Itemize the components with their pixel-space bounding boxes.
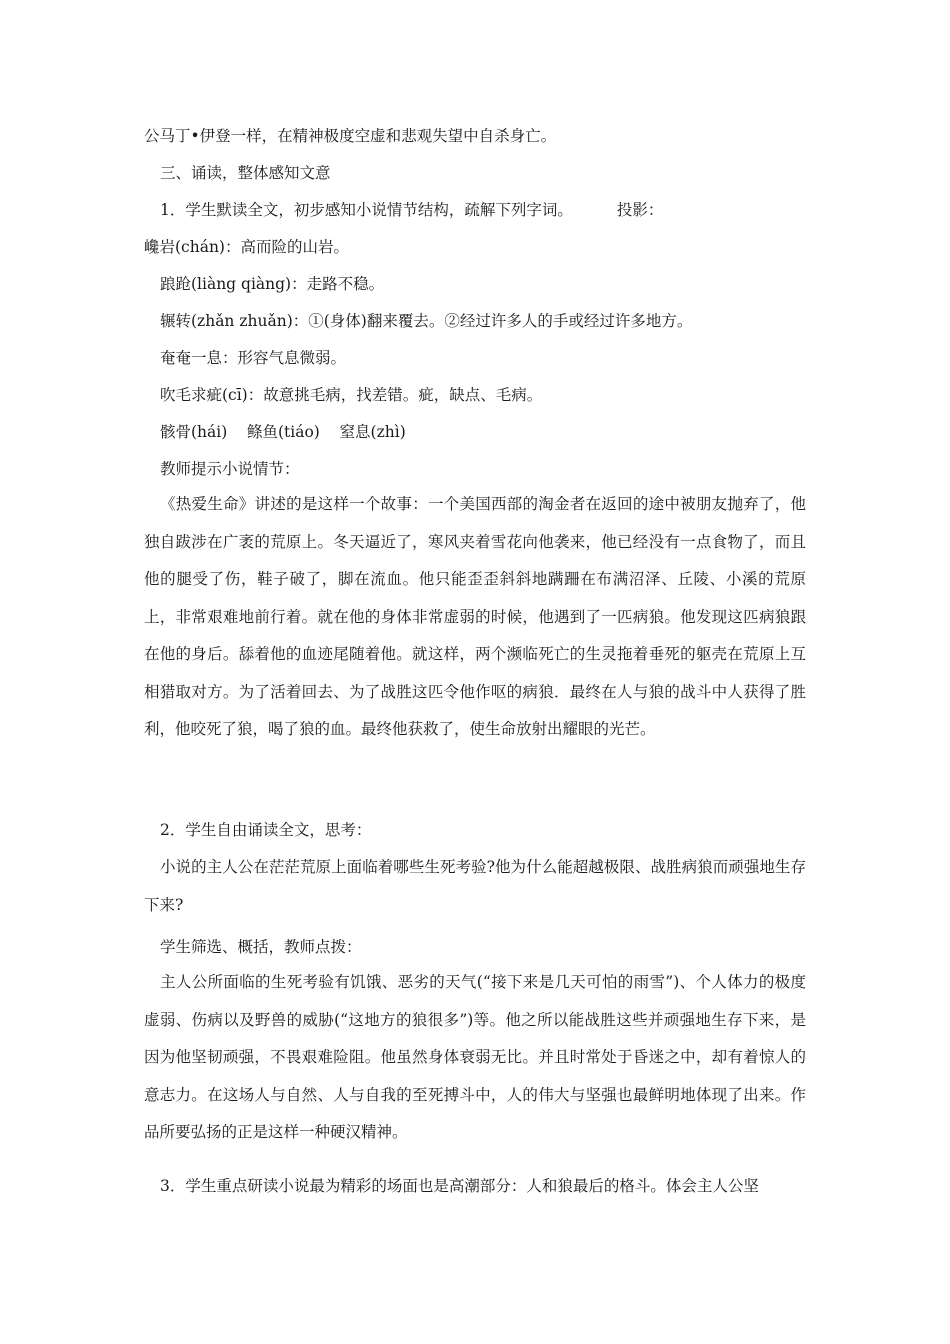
step-heading: 3．学生重点研读小说最为精彩的场面也是高潮部分：人和狼最后的格斗。体会主人公坚 [160, 1177, 759, 1195]
text-line: 公马丁•伊登一样，在精神极度空虚和悲观失望中自杀身亡。 [144, 127, 557, 145]
vocab-item: 踉跄(liàng qiàng)：走路不稳。 [160, 275, 385, 293]
text-line [160, 200, 663, 220]
vocab-item: 辗转(zhǎn zhuǎn)：①(身体)翻来覆去。②经过许多人的手或经过许多地方。 [160, 312, 693, 330]
projection-label: 投影： [616, 201, 664, 219]
step-text: 1．学生默读全文，初步感知小说情节结构，疏解下列字词。 [160, 201, 573, 219]
vocab-item: 吹毛求疵(cī)：故意挑毛病，找差错。疵，缺点、毛病。 [160, 386, 543, 404]
story-paragraph: 《热爱生命》讲述的是这样一个故事：一个美国西部的淘金者在返回的途中被朋友抛弃了，他独自跋涉在广袤的荒原上。冬天逼近了，寒风夹着雪花向他袭来，他已经没有一点食物了，而且他的腿受了伤，鞋子破了，脚在流血。他只能歪歪斜斜地蹒跚在布满沼泽、丘陵、小溪的荒原上，非常艰难地前行着。就在他的身体非常虚弱的时候，他遇到了一匹病狼。他发现这匹病狼跟在他的身后。舔着他的血迹尾随着他。就这样，两个濒临死亡的生灵拖着垂死的躯壳在荒原上互相猎取对方。为了活着回去、为了战胜这匹令他作呕的病狼．最终在人与狼的战斗中人获得了胜利，他咬死了狼，喝了狼的血。最终他获救了，使生命放射出耀眼的光芒。 [144, 495, 806, 738]
step-heading: 2．学生自由诵读全文，思考： [160, 821, 372, 839]
text-line: 学生筛选、概括，教师点拨： [160, 938, 362, 956]
question-paragraph: 小说的主人公在茫茫荒原上面临着哪些生死考验?他为什么能超越极限、战胜病狼而顽强地生存下来? [144, 858, 806, 914]
vocab-item: 奄奄一息：形容气息微弱。 [160, 349, 347, 367]
vocab-item: 骸骨(hái) 鲦鱼(tiáo) 窒息(zhì) [160, 423, 406, 441]
vocab-item: 巉岩(chán)：高而险的山岩。 [144, 238, 349, 256]
answer-paragraph: 主人公所面临的生死考验有饥饿、恶劣的天气(“接下来是几天可怕的雨雪”)、个人体力的极度虚弱、伤病以及野兽的威胁(“这地方的狼很多”)等。他之所以能战胜这些并顽强地生存下来，是因为他坚韧顽强，不畏艰难险阻。他虽然身体衰弱无比。并且时常处于昏迷之中，却有着惊人的意志力。在这场人与自然、人与自我的至死搏斗中，人的伟大与坚强也最鲜明地体现了出来。作品所要弘扬的正是这样一种硬汉精神。 [144, 973, 806, 1141]
section-heading: 三、诵读，整体感知文意 [160, 164, 331, 182]
text-line: 教师提示小说情节： [160, 460, 300, 478]
